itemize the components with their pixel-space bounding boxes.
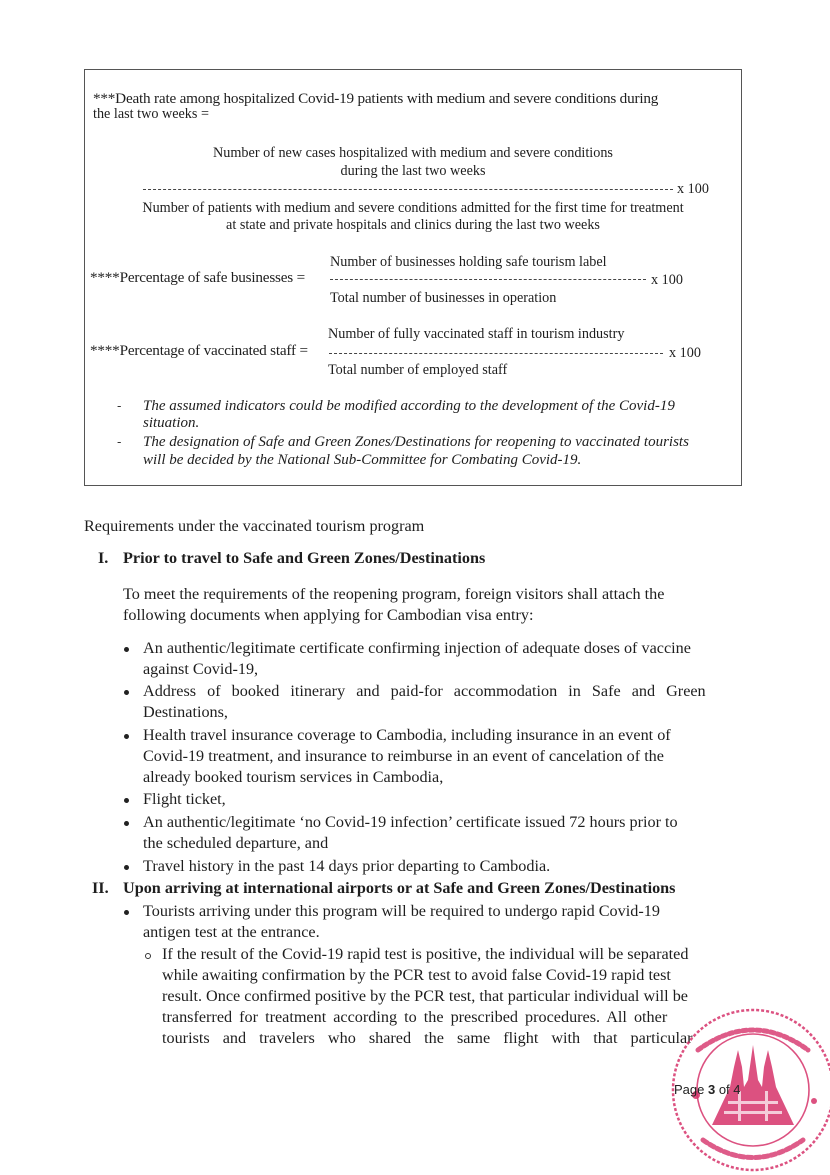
sub-item-line: result. Once confirmed positive by the PCR test, that particular individual will be: [162, 987, 688, 1005]
sub-item-line: tourists and travelers who shared the same flight with that particular: [162, 1029, 693, 1047]
safe-businesses-label: ****Percentage of safe businesses =: [90, 269, 305, 286]
section-2-numeral: II.: [92, 879, 109, 897]
death-rate-numerator-line2: during the last two weeks: [340, 163, 486, 179]
list-item: An authentic/legitimate certificate confirming injection of adequate doses of vaccine: [143, 639, 691, 657]
requirements-heading: Requirements under the vaccinated tourism program: [84, 517, 425, 535]
section-1-intro-line2: following documents when applying for Cambodian visa entry:: [123, 606, 534, 624]
death-rate-label-line2: the last two weeks =: [93, 106, 209, 122]
bullet-icon: [124, 798, 129, 803]
section-2-title: Upon arriving at international airports or at Safe and Green Zones/Destinations: [123, 879, 676, 897]
note-dash: -: [117, 435, 122, 450]
note-dash: -: [117, 399, 122, 414]
death-rate-denominator-line2: at state and private hospitals and clinics during the last two weeks: [226, 217, 600, 233]
note-2-line1: The designation of Safe and Green Zones/Destinations for reopening to vaccinated tourists: [143, 434, 689, 450]
list-item: Travel history in the past 14 days prior departing to Cambodia.: [143, 857, 551, 875]
vaccinated-staff-multiplier: x 100: [669, 345, 701, 361]
vaccinated-staff-label: ****Percentage of vaccinated staff =: [90, 342, 308, 359]
list-item-continuation: already booked tourism services in Cambodia,: [143, 768, 444, 786]
fraction-divider: [330, 279, 646, 280]
safe-businesses-numerator: Number of businesses holding safe tourism label: [330, 254, 607, 270]
page-number: [674, 1082, 741, 1097]
safe-businesses-denominator: Total number of businesses in operation: [330, 290, 557, 306]
note-1-line1: The assumed indicators could be modified according to the development of the Covid-19: [143, 398, 675, 414]
list-item-continuation: Covid-19 treatment, and insurance to reimburse in an event of cancelation of the: [143, 747, 664, 765]
section-2-bullet-line1: Tourists arriving under this program will be required to undergo rapid Covid-19: [143, 902, 660, 920]
sub-item-line: If the result of the Covid-19 rapid test is positive, the individual will be separated: [162, 945, 689, 963]
page-current: 3: [707, 1082, 716, 1097]
section-1-intro-line1: To meet the requirements of the reopening program, foreign visitors shall attach the: [123, 585, 665, 603]
bullet-icon: [124, 734, 129, 739]
sub-bullet-circle-icon: [145, 953, 151, 959]
page-total: 4: [733, 1082, 741, 1097]
bullet-icon: [124, 647, 129, 652]
bullet-icon: [124, 690, 129, 695]
vaccinated-staff-numerator: Number of fully vaccinated staff in tourism industry: [328, 326, 625, 342]
page-of: of: [715, 1082, 734, 1097]
bullet-icon: [124, 821, 129, 826]
list-item-continuation: the scheduled departure, and: [143, 834, 329, 852]
fraction-divider: [329, 353, 663, 354]
list-item: Address of booked itinerary and paid-for accommodation in Safe and Green: [143, 682, 706, 700]
list-item-continuation: against Covid-19,: [143, 660, 259, 678]
list-item: An authentic/legitimate ‘no Covid-19 infection’ certificate issued 72 hours prior to: [143, 813, 678, 831]
list-item-continuation: Destinations,: [143, 703, 228, 721]
death-rate-label-line1: ***Death rate among hospitalized Covid-19 patients with medium and severe conditions during: [93, 90, 659, 107]
page-prefix: Page: [674, 1082, 708, 1097]
section-1-title: Prior to travel to Safe and Green Zones/Destinations: [123, 549, 486, 567]
list-item: Health travel insurance coverage to Cambodia, including insurance in an event of: [143, 726, 671, 744]
safe-businesses-multiplier: x 100: [651, 272, 683, 288]
death-rate-multiplier: x 100: [677, 181, 709, 197]
death-rate-numerator-line1: Number of new cases hospitalized with medium and severe conditions: [213, 145, 613, 161]
bullet-icon: [124, 910, 129, 915]
fraction-divider: [143, 189, 673, 190]
section-1-numeral: I.: [98, 549, 109, 567]
sub-item-line: while awaiting confirmation by the PCR test to avoid false Covid-19 rapid test: [162, 966, 671, 984]
note-1-line2: situation.: [143, 415, 200, 431]
sub-item-line: transferred for treatment according to the prescribed procedures. All other: [162, 1008, 668, 1026]
note-2-line2: will be decided by the National Sub-Committee for Combating Covid-19.: [143, 452, 582, 468]
death-rate-denominator-line1: Number of patients with medium and severe conditions admitted for the first time for treatment: [142, 200, 684, 216]
section-2-bullet-line2: antigen test at the entrance.: [143, 923, 320, 941]
bullet-icon: [124, 865, 129, 870]
list-item: Flight ticket,: [143, 790, 226, 808]
vaccinated-staff-denominator: Total number of employed staff: [328, 362, 508, 378]
